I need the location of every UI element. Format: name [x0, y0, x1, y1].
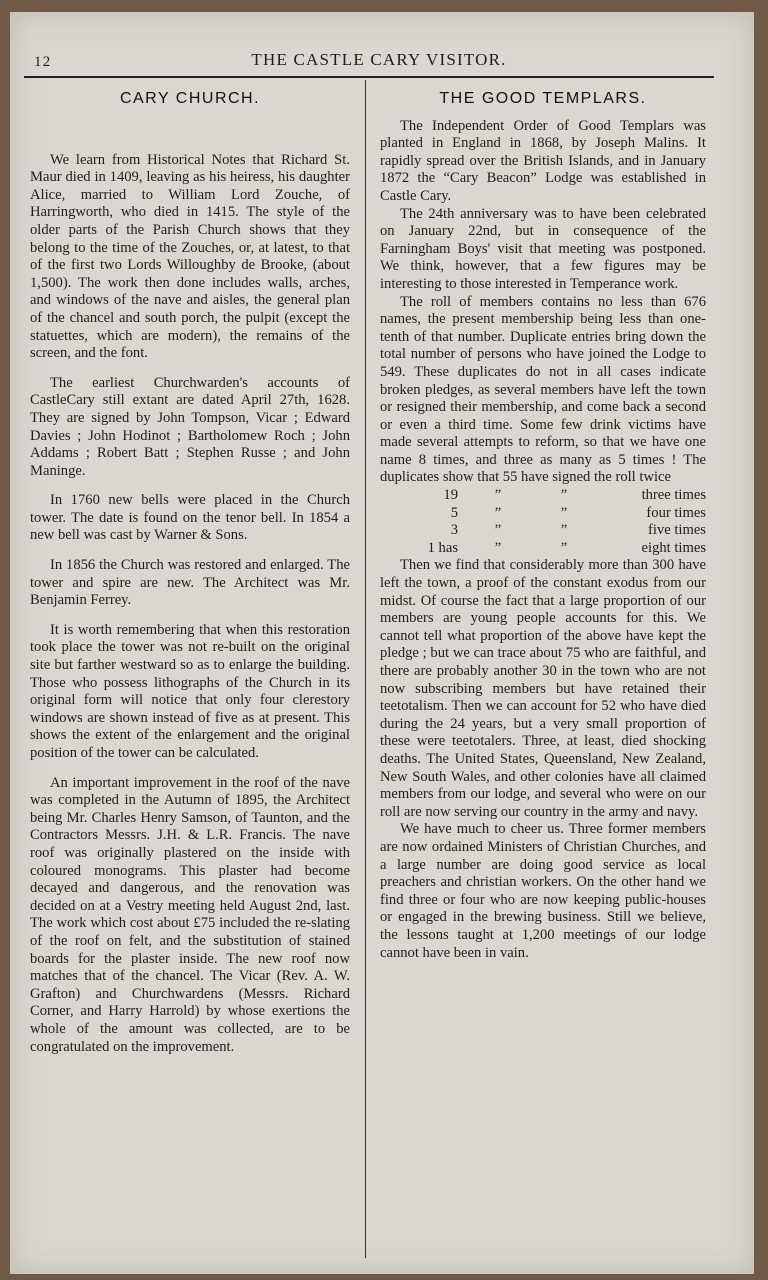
- article-paragraph: The 24th anniversary was to have been celebrated on January 22nd, but in consequence of the Farningham Boys' visit that meeting was postponed. We think, however, that a few figures may be interesting to those interested in Temperance work.: [380, 205, 706, 292]
- tally-row: [380, 487, 706, 505]
- tally-row: [380, 522, 706, 540]
- ditto-mark: ”: [560, 504, 568, 521]
- article-paragraph: We have much to cheer us. Three former members are now ordained Ministers of Christian Churches, and a large number are doing good service as local preachers and christian workers. On the other hand we find three or four who are now keeping public-houses or engaged in the brewing business. Still we believe, the lessons taught at 1,200 meetings of our lodge cannot have been in vain.: [380, 821, 706, 961]
- article-good-templars: [380, 90, 706, 962]
- article-paragraph: We learn from Historical Notes that Richard St. Maur died in 1409, leaving as his heiress, his daughter Alice, married to William Lord Zouche, of Harringworth, who died in 1415. The style of the older parts of the Parish Church shows that they belong to the time of the Zouches, or, at latest, to that of the first two Lords Willoughby de Brooke, (about 1,500). The work then done includes walls, arches, and windows of the nave and aisles, the general plan of the chancel and south porch, the pulpit (except the statuettes, which are modern), the remains of the screen, and the font.: [30, 151, 350, 362]
- tally-count: 19: [443, 487, 458, 504]
- tally-times: eight times: [641, 539, 706, 556]
- article-paragraph: It is worth remembering that when this restoration took place the tower was not re-built on the original site but farther westward so as to enlarge the building. Those who possess lithographs of the Church in its original form will notice that only four clerestory windows are shown instead of five as at present. This shows the extent of the enlargement and the original position of the tower can be calculated.: [30, 621, 350, 761]
- article-paragraph: The earliest Churchwarden's accounts of CastleCary still extant are dated April 27th, 1628. They are signed by John Tompson, Vicar ; Edward Davies ; John Hodinot ; Bartholomew Roch ; John Addams ; Robert Batt ; Stephen Russe ; and John Maninge.: [30, 374, 350, 479]
- signing-tally: [380, 487, 706, 557]
- ditto-mark: ”: [494, 539, 502, 556]
- ditto-mark: ”: [560, 522, 568, 539]
- publication-title: THE CASTLE CARY VISITOR.: [251, 50, 507, 69]
- column-divider: [365, 80, 366, 1258]
- article-paragraph: The Independent Order of Good Templars was planted in England in 1868, by Joseph Malins. It rapidly spread over the British Islands, and in January 1872 the “Cary Beacon” Lodge was established in Castle Cary.: [380, 117, 706, 204]
- ditto-mark: ”: [560, 539, 568, 556]
- tally-count: 1 has: [427, 539, 458, 556]
- article-paragraph: The roll of members contains no less than 676 names, the present membership being less than one-tenth of that number. Duplicate entries bring down the total number of persons who have joined the Lodge to 549. These duplicates do not in all cases indicate broken pledges, as several members have left the town or resigned their membership, and come back a second or even a third time. Some few drink victims have made several attempts to reform, so that we have one name 8 times, and three as many as 5 times ! The duplicates show that 55 have signed the roll twice: [380, 293, 706, 486]
- tally-times: five times: [648, 522, 706, 539]
- article-heading: CARY CHURCH.: [119, 90, 261, 107]
- article-cary-church: [30, 90, 350, 1068]
- page-number: 12: [34, 54, 52, 70]
- article-heading: THE GOOD TEMPLARS.: [439, 90, 647, 107]
- running-header: [34, 50, 724, 76]
- tally-times: four times: [646, 504, 706, 521]
- tally-row: [380, 505, 706, 523]
- article-paragraph: An important improvement in the roof of the nave was completed in the Autumn of 1895, the Architect being Mr. Charles Henry Samson, of Taunton, and the Contractors Messrs. J.H. & L.R. Francis. The nave roof was originally plastered on the inside with coloured monograms. This plaster had become decayed and dangerous, and the renovation was decided on at a Vestry meeting held August 2nd, last. The work which cost about £75 included the re-slating of the roof on felt, and the substitution of stained boards for the plaster inside. The new roof now matches that of the chancel. The Vicar (Rev. A. W. Grafton) and Churchwardens (Messrs. Richard Corner, and Harry Harrold) by whose exertions the whole of the amount was collected, are to be congratulated on the improvement.: [30, 774, 350, 1055]
- article-paragraph: In 1856 the Church was restored and enlarged. The tower and spire are new. The Architect was Mr. Benjamin Ferrey.: [30, 557, 350, 609]
- article-paragraph: Then we find that considerably more than 300 have left the town, a proof of the constant exodus from our midst. Of course the fact that a large proportion of our members are young people accounts for this. We cannot tell what proportion of the above have kept the pledge ; but we can trace about 75 who are faithful, and there are probably another 30 in the town who are not now subscribing members but have retained their teetotalism. Then we can account for 52 who have died during the 24 years, but a very small proportion of these were teetotalers. Three, at least, died shocking deaths. The United States, Queensland, New Zealand, New South Wales, and other colonies have all claimed members from our lodge, and several who were on our roll are now serving our country in the army and navy.: [380, 557, 706, 820]
- ditto-mark: ”: [494, 522, 502, 539]
- ditto-mark: ”: [560, 487, 568, 504]
- ditto-mark: ”: [494, 487, 502, 504]
- tally-count: 3: [450, 522, 458, 539]
- header-rule: [24, 76, 714, 78]
- tally-row: [380, 540, 706, 558]
- article-paragraph: In 1760 new bells were placed in the Church tower. The date is found on the tenor bell. In 1854 a new bell was cast by Warner & Sons.: [30, 492, 350, 544]
- ditto-mark: ”: [494, 504, 502, 521]
- tally-count: 5: [450, 504, 458, 521]
- tally-times: three times: [641, 487, 706, 504]
